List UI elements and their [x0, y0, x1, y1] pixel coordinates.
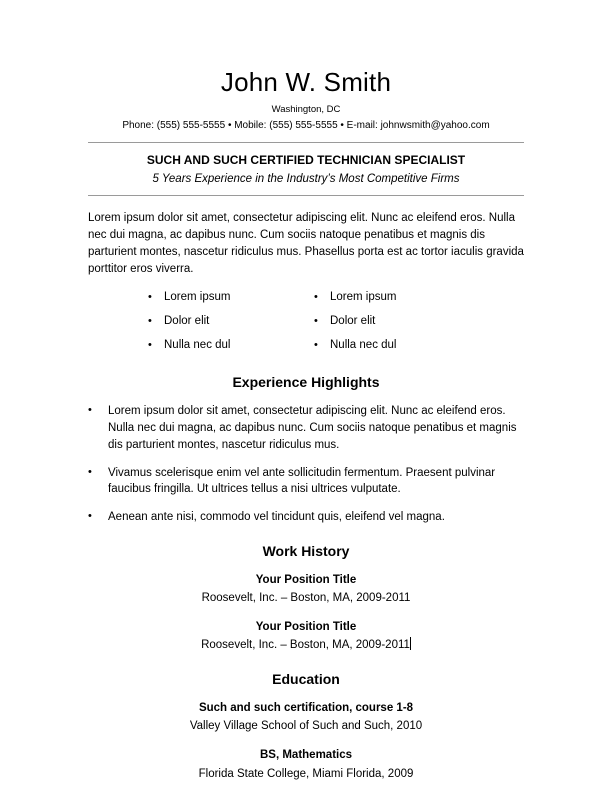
skill-label: Lorem ipsum: [330, 291, 397, 304]
education-entry-title: BS, Mathematics: [259, 748, 353, 761]
work-entry: [88, 620, 524, 654]
section-heading-work-history: Work History: [262, 542, 350, 559]
skill-label: Dolor elit: [164, 315, 210, 328]
list-item: [314, 338, 480, 353]
divider-top: [88, 142, 524, 143]
bullet-icon: •: [148, 315, 152, 328]
skill-label: Nulla nec dul: [330, 339, 397, 352]
skill-label: Lorem ipsum: [164, 291, 231, 304]
text-cursor: [410, 637, 411, 650]
education-entry-title: Such and such certification, course 1-8: [198, 701, 414, 714]
list-item: [314, 290, 480, 305]
bullet-icon: •: [148, 339, 152, 352]
skills-left-column: [148, 290, 314, 362]
education-entry-detail: Florida State College, Miami Florida, 2009: [198, 767, 414, 780]
section-heading-education: Education: [272, 670, 340, 687]
bullet-icon: •: [314, 315, 318, 328]
education-entry: [88, 748, 524, 782]
work-entry-title: Your Position Title: [255, 573, 357, 586]
bullet-icon: •: [88, 465, 92, 478]
summary-paragraph: Lorem ipsum dolor sit amet, consectetur adipiscing elit. Nunc ac eleifend eros. Nulla nec dui magna, ac dapibus nunc. Cum sociis natoque penatibus et magnis dis parturient montes, nascetur ridiculus mus. Phasellus porta est ac tortor iaculis gravida porttitor eros viverra.: [88, 212, 524, 275]
list-item: [148, 290, 314, 305]
section-heading-experience: Experience Highlights: [232, 374, 380, 391]
professional-title: SUCH AND SUCH CERTIFIED TECHNICIAN SPECIALIST: [146, 152, 466, 167]
bullet-icon: •: [148, 291, 152, 304]
list-item: [148, 338, 314, 353]
list-item: [88, 403, 524, 453]
list-item: [148, 314, 314, 329]
experience-item-text: Aenean ante nisi, commodo vel tincidunt quis, eleifend vel magna.: [108, 510, 445, 523]
professional-subtitle: 5 Years Experience in the Industry’s Most Competitive Firms: [152, 172, 460, 185]
experience-item-text: Lorem ipsum dolor sit amet, consectetur adipiscing elit. Nunc ac eleifend eros. Nulla nec dui magna, ac dapibus nunc. Cum sociis natoque penatibus et magnis dis parturient montes, nascetur ridiculus mus.: [108, 405, 517, 451]
education-entry-detail: Valley Village School of Such and Such, 2010: [189, 720, 423, 733]
experience-bullet-list: [88, 403, 524, 525]
list-item: [88, 465, 524, 498]
education-entry: [88, 701, 524, 735]
bullet-icon: •: [88, 404, 92, 417]
bullet-icon: •: [314, 339, 318, 352]
experience-item-text: Vivamus scelerisque enim vel ante sollicitudin fermentum. Praesent pulvinar faucibus fringilla. Ut ultrices tellus a nisi ultrices vulputate.: [108, 466, 496, 496]
bullet-icon: •: [88, 509, 92, 522]
work-entry-detail: Roosevelt, Inc. – Boston, MA, 2009-2011: [201, 592, 411, 605]
candidate-location: Washington, DC: [271, 103, 341, 115]
list-item: [88, 509, 524, 526]
resume-content: [88, 0, 524, 782]
candidate-name: John W. Smith: [220, 67, 392, 97]
divider-bottom: [88, 195, 524, 196]
list-item: [314, 314, 480, 329]
skills-right-column: [314, 290, 480, 362]
work-entry-title: Your Position Title: [255, 620, 357, 633]
contact-line: Phone: (555) 555-5555 • Mobile: (555) 555-5555 • E-mail: johnwsmith@yahoo.com: [122, 119, 490, 131]
skill-label: Nulla nec dul: [164, 339, 231, 352]
skills-columns: [88, 290, 524, 362]
skill-label: Dolor elit: [330, 315, 376, 328]
bullet-icon: •: [314, 291, 318, 304]
work-entry: [88, 573, 524, 607]
work-entry-detail: Roosevelt, Inc. – Boston, MA, 2009-2011: [201, 639, 410, 652]
